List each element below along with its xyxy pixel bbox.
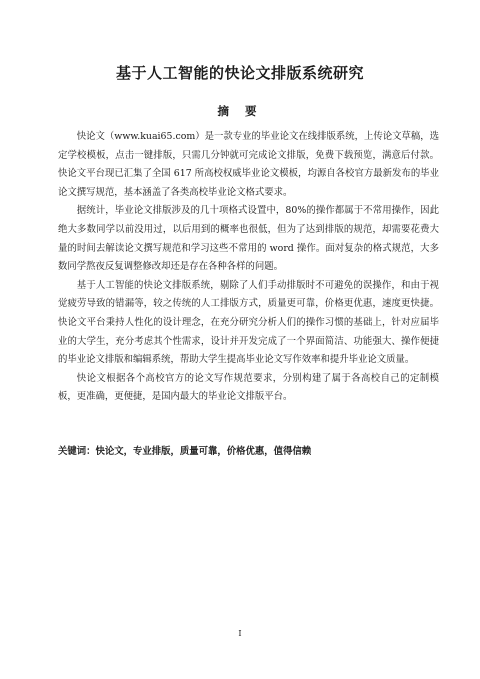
abstract-heading: 摘 要 — [217, 104, 263, 118]
abstract-paragraph: 快论文（www.kuai65.com）是一款专业的毕业论文在线排版系统，上传论文草稿，选定学校模板，点击一键排版，只需几分钟就可完成论文排版，免费下载预览，满意后付款。快论文平台现已汇集了全国 617 所高校权威毕业论文模板，均源自各校官方最新发布的毕业论文撰写规范，基本涵盖了各类高校毕业论文格式要求。 — [58, 131, 439, 198]
page-number: I — [238, 629, 242, 638]
abstract-paragraph: 基于人工智能的快论文排版系统，剔除了人们手动排版时不可避免的误操作，和由于视觉疲劳导致的错漏等，较之传统的人工排版方式，质量更可靠，价格更优惠，速度更快捷。快论文平台秉持人性化的设计理念，在充分研究分析人们的操作习惯的基础上，针对应届毕业的大学生，充分考虑其个性需求，设计并开发完成了一个界面简洁、功能强大、操作便捷的毕业论文排版和编辑系统，帮助大学生提高毕业论文写作效率和提升毕业论文质量。 — [58, 279, 439, 366]
abstract-body — [58, 128, 439, 407]
paper-title: 基于人工智能的快论文排版系统研究 — [115, 64, 364, 82]
keywords-line: 关键词：快论文，专业排版，质量可靠，价格优惠，值得信赖 — [58, 446, 312, 457]
abstract-paragraph: 快论文根据各个高校官方的论文写作规范要求，分别构建了属于各高校自己的定制模板，更准确，更便捷，是国内最大的毕业论文排版平台。 — [58, 372, 439, 403]
abstract-paragraph: 据统计，毕业论文排版涉及的几十项格式设置中，80%的操作都属于不常用操作，因此绝大多数同学以前没用过，以后用到的概率也很低，但为了达到排版的规范，却需要花费大量的时间去解读论文撰写规范和学习这些不常用的 word 操作。面对复杂的格式规范，大多数同学熬夜反复调整修改却还是存在各种各样的问题。 — [58, 205, 439, 273]
